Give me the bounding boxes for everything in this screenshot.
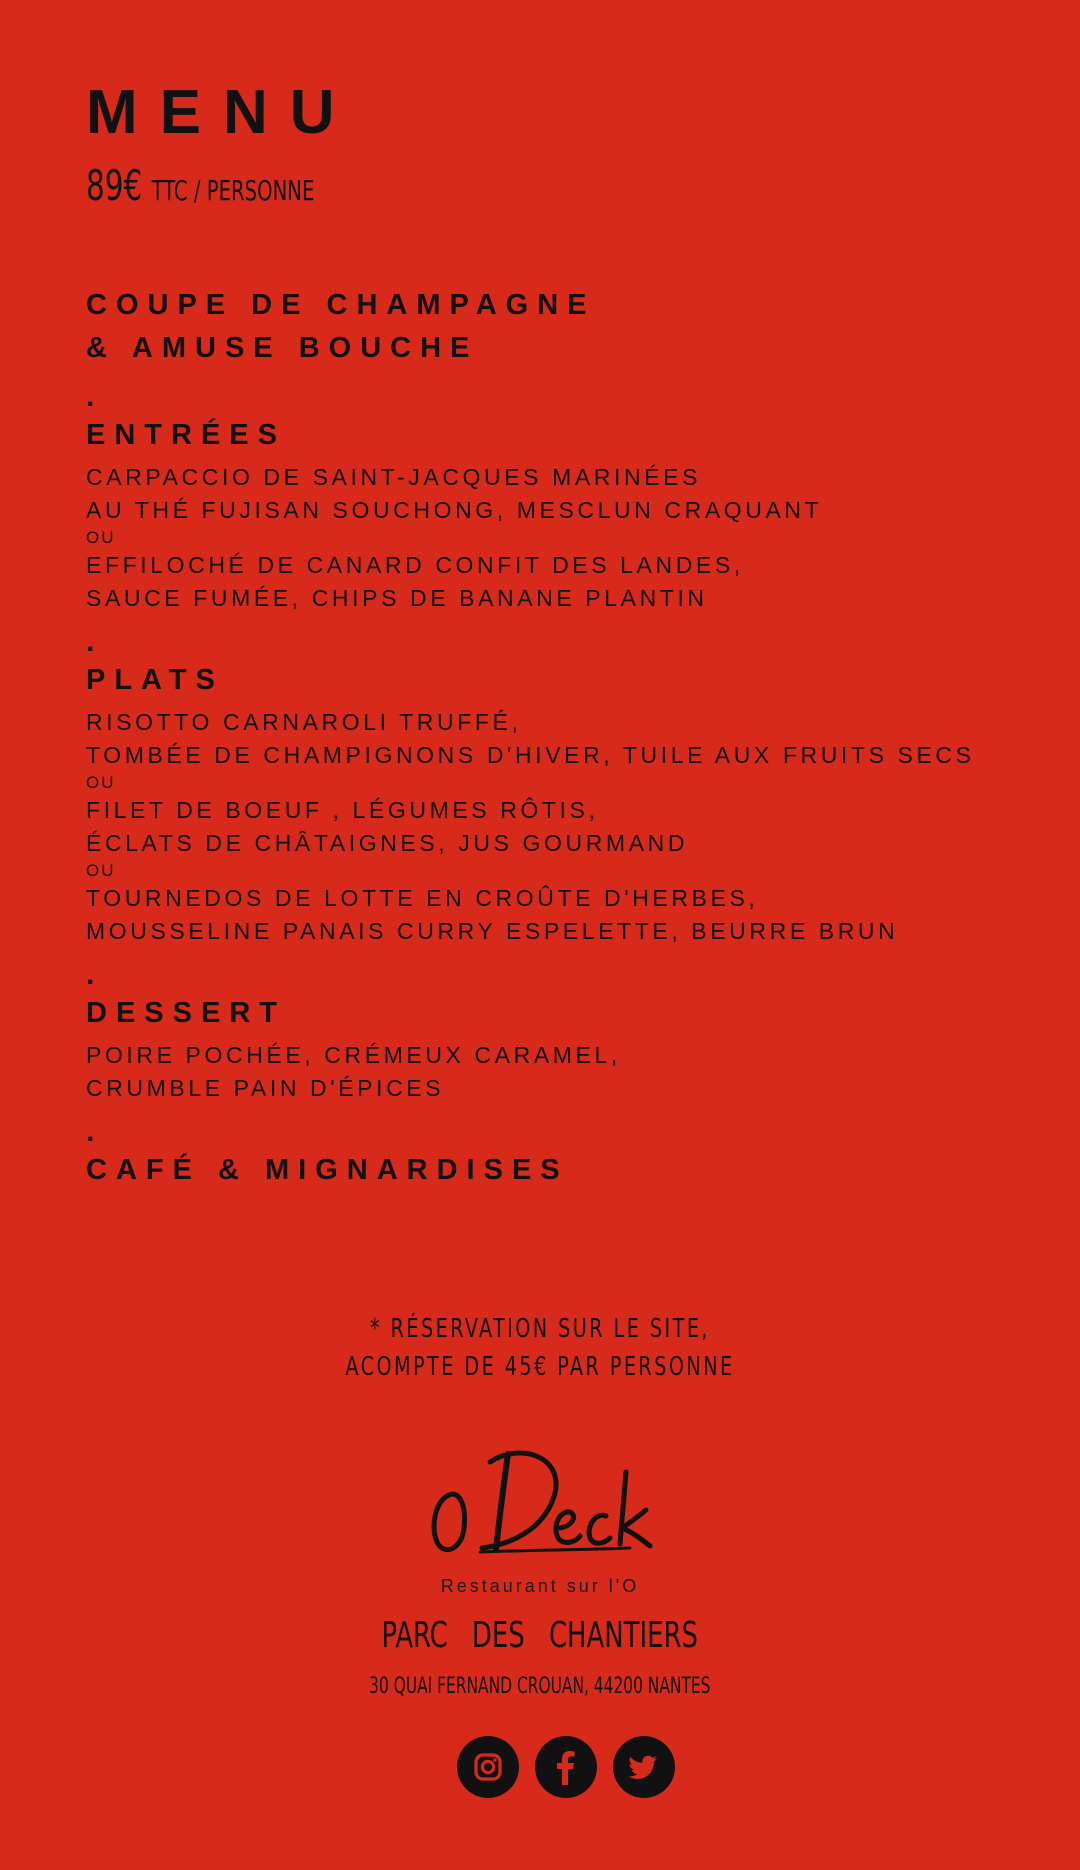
dessert-line-2: CRUMBLE PAIN D'ÉPICES	[86, 1075, 445, 1101]
aperitif-heading-line2: & AMUSE BOUCHE	[86, 332, 479, 364]
entrees-heading: ENTRÉES	[86, 419, 286, 451]
o-deck-logo	[420, 1432, 700, 1562]
entree-option-2-line-2: SAUCE FUMÉE, CHIPS DE BANANE PLANTIN	[86, 585, 708, 611]
facebook-icon[interactable]	[535, 1736, 597, 1798]
separator-dot: .	[86, 1115, 95, 1148]
park-name	[0, 1615, 1080, 1656]
twitter-icon[interactable]	[613, 1736, 675, 1798]
reservation-note	[0, 1310, 1080, 1386]
plat-option-2-line-2: ÉCLATS DE CHÂTAIGNES, JUS GOURMAND	[86, 830, 689, 856]
instagram-icon[interactable]	[457, 1736, 519, 1798]
or-label: OU	[86, 528, 116, 547]
reservation-note-line-2: ACOMPTE DE 45€ PAR PERSONNE	[345, 1352, 735, 1382]
plat-option-3-line-1: TOURNEDOS DE LOTTE EN CROÛTE D'HERBES,	[86, 885, 759, 911]
dessert-list	[86, 1039, 1066, 1105]
dessert-line-1: POIRE POCHÉE, CRÉMEUX CARAMEL,	[86, 1042, 621, 1068]
cafe-heading: CAFÉ & MIGNARDISES	[86, 1154, 569, 1186]
reservation-note-line-1: * RÉSERVATION SUR LE SITE,	[370, 1314, 710, 1344]
or-label: OU	[86, 861, 116, 880]
park-name-text: PARC DES CHANTIERS	[381, 1615, 699, 1656]
plat-option-3-line-2: MOUSSELINE PANAIS CURRY ESPELETTE, BEURRE BRUN	[86, 918, 899, 944]
menu-title: MENU	[86, 78, 357, 147]
separator-dot: .	[86, 958, 95, 991]
entree-option-1-line-1: CARPACCIO DE SAINT-JACQUES MARINÉES	[86, 464, 702, 490]
entree-option-1-line-2: AU THÉ FUJISAN SOUCHONG, MESCLUN CRAQUANT	[86, 497, 823, 523]
or-label: OU	[86, 773, 116, 792]
price-line	[86, 161, 315, 210]
plat-option-2-line-1: FILET DE BOEUF , LÉGUMES RÔTIS,	[86, 797, 599, 823]
plat-option-1-line-1: RISOTTO CARNAROLI TRUFFÉ,	[86, 709, 522, 735]
menu-content	[86, 284, 1066, 1192]
separator-dot: .	[86, 625, 95, 658]
plat-option-1-line-2: TOMBÉE DE CHAMPIGNONS D'HIVER, TUILE AUX FRUITS SECS	[86, 742, 975, 768]
price-unit: TTC / PERSONNE	[151, 174, 315, 207]
address	[0, 1676, 1080, 1698]
plats-heading: PLATS	[86, 664, 224, 696]
entree-option-2-line-1: EFFILOCHÉ DE CANARD CONFIT DES LANDES,	[86, 552, 744, 578]
separator-dot: .	[86, 380, 95, 413]
aperitif-heading-line1: COUPE DE CHAMPAGNE	[86, 289, 596, 321]
entrees-list	[86, 461, 1066, 615]
social-links	[457, 1736, 675, 1798]
dessert-heading: DESSERT	[86, 997, 286, 1029]
restaurant-tagline: Restaurant sur l'O	[440, 1576, 640, 1596]
address-text: 30 QUAI FERNAND CROUAN, 44200 NANTES	[369, 1674, 711, 1699]
price-value: 89€	[86, 161, 143, 210]
plats-list	[86, 706, 1066, 948]
